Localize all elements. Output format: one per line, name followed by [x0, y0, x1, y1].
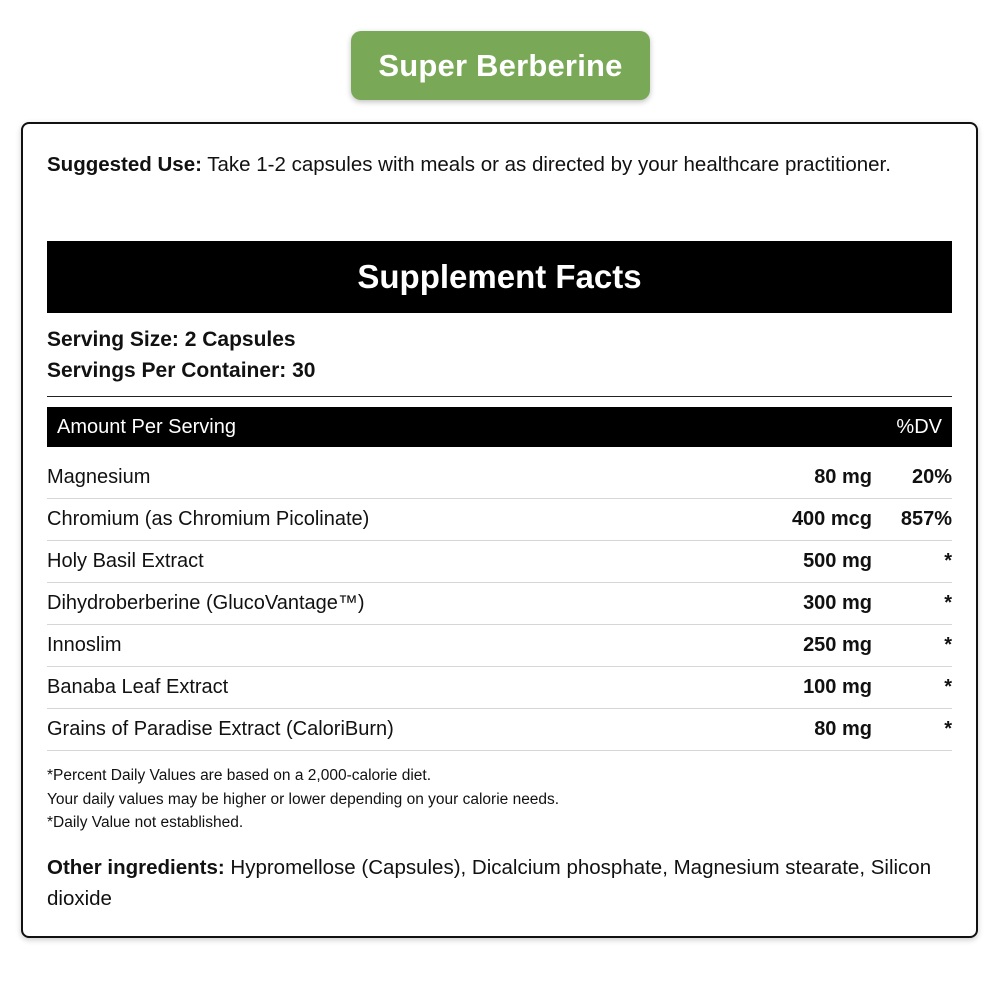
other-ingredients [47, 852, 952, 914]
ingredient-amount: 80 mg [814, 718, 872, 740]
ingredient-dv: * [944, 634, 952, 656]
ingredient-dv: * [944, 676, 952, 698]
ingredient-amount: 300 mg [803, 592, 872, 614]
ingredient-name: Magnesium [47, 466, 151, 488]
ingredient-name: Holy Basil Extract [47, 550, 204, 572]
footnotes [47, 764, 952, 835]
product-title-badge [351, 31, 650, 100]
table-row [47, 667, 952, 709]
divider [47, 396, 952, 397]
ingredient-name: Grains of Paradise Extract (CaloriBurn) [47, 718, 394, 740]
ingredient-name: Innoslim [47, 634, 122, 656]
serving-size: Serving Size: 2 Capsules [47, 328, 296, 351]
other-ingredients-label: Other ingredients: [47, 856, 225, 879]
ingredient-table [47, 457, 952, 751]
dv-header: %DV [896, 415, 942, 438]
ingredient-name: Chromium (as Chromium Picolinate) [47, 508, 370, 530]
supplement-facts-heading [47, 241, 952, 313]
footnote-not-established: *Daily Value not established. [47, 814, 244, 831]
other-ingredients-text: Hypromellose (Capsules), Dicalcium phosphate, Magnesium stearate, Silicon dioxide [47, 856, 932, 910]
ingredient-amount: 100 mg [803, 676, 872, 698]
amount-per-serving-header: Amount Per Serving [57, 415, 236, 438]
suggested-use-text: Take 1-2 capsules with meals or as directed by your healthcare practitioner. [207, 153, 891, 176]
table-row [47, 541, 952, 583]
ingredient-name: Dihydroberberine (GlucoVantage™) [47, 592, 365, 614]
ingredient-dv: * [944, 718, 952, 740]
ingredient-amount: 500 mg [803, 550, 872, 572]
supplement-facts-title: Supplement Facts [357, 258, 642, 295]
supplement-label-card [21, 122, 978, 938]
suggested-use [47, 149, 952, 180]
ingredient-dv: * [944, 592, 952, 614]
ingredient-amount: 400 mcg [791, 508, 872, 530]
ingredient-amount: 250 mg [803, 634, 872, 656]
ingredient-name: Banaba Leaf Extract [47, 676, 229, 698]
table-row [47, 499, 952, 541]
table-row [47, 709, 952, 751]
table-row [47, 583, 952, 625]
ingredient-dv: 20% [911, 466, 952, 488]
table-row [47, 457, 952, 499]
servings-per-container: Servings Per Container: 30 [47, 359, 316, 382]
footnote-daily-values: *Percent Daily Values are based on a 2,000-calorie diet. [47, 767, 431, 784]
footnote-calorie-needs: Your daily values may be higher or lower depending on your calorie needs. [47, 790, 560, 808]
ingredient-dv: * [944, 550, 952, 572]
amount-header-bar [47, 407, 952, 447]
product-title: Super Berberine [378, 47, 623, 83]
ingredient-amount: 80 mg [814, 466, 872, 488]
table-row [47, 625, 952, 667]
suggested-use-label: Suggested Use: [47, 153, 202, 176]
ingredient-dv: 857% [900, 508, 952, 530]
serving-info [47, 324, 952, 386]
